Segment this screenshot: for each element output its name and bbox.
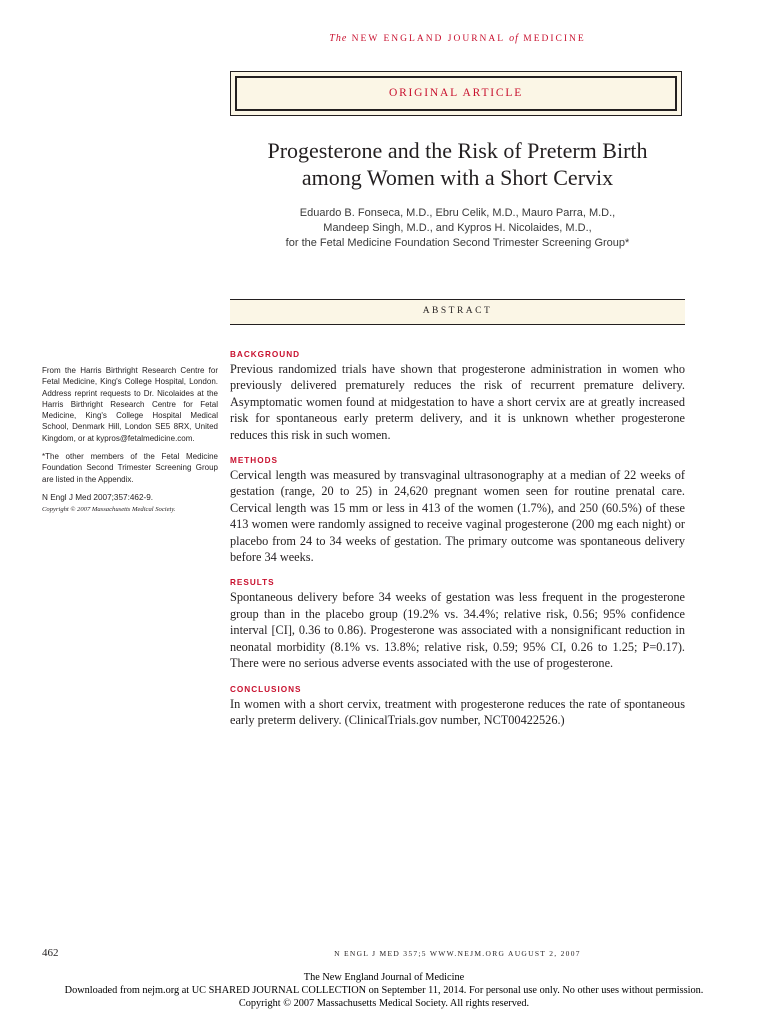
group-footnote: *The other members of the Fetal Medicine Foundation Second Trimester Screening Group are listed in the Appendix. <box>42 452 218 484</box>
running-head-of: of <box>509 33 519 44</box>
abstract-header: ABSTRACT <box>230 299 685 325</box>
conclusions-heading: CONCLUSIONS <box>230 684 302 694</box>
page-number: 462 <box>42 947 59 959</box>
title-line-1: Progesterone and the Risk of Preterm Birth <box>267 138 648 163</box>
footer-journal-line: N ENGL J MED 357;5 WWW.NEJM.ORG AUGUST 2, 2007 <box>334 949 581 958</box>
authors-line-1: Eduardo B. Fonseca, M.D., Ebru Celik, M.D., Mauro Parra, M.D., <box>299 207 616 219</box>
authors-line-2: Mandeep Singh, M.D., and Kypros H. Nicolaides, M.D., <box>323 222 592 234</box>
methods-section <box>230 455 685 565</box>
download-notice <box>0 971 768 1010</box>
results-text: Spontaneous delivery before 34 weeks of gestation was less frequent in the progesterone group than in the placebo group (19.2% vs. 34.4%; relative risk, 0.56; 95% confidence interval [CI], 0.36 to 0.86). Progesterone was associated with a nonsignificant reduction in neonatal morbidity (8.1% vs. 13.8%; relative risk, 0.59; 95% CI, 0.26 to 1.25; P=0.17). There were no serious adverse events associated with the use of progesterone. <box>230 590 685 671</box>
conclusions-text: In women with a short cervix, treatment with progesterone reduces the rate of spontaneous early preterm delivery. (ClinicalTrials.gov number, NCT00422526.) <box>230 696 685 727</box>
author-list <box>230 206 685 251</box>
article-type-box <box>230 71 682 116</box>
results-heading: RESULTS <box>230 578 275 588</box>
running-head-medicine: MEDICINE <box>523 34 586 44</box>
background-section <box>230 349 685 443</box>
article-type-label: ORIGINAL ARTICLE <box>235 76 677 111</box>
running-head-the: The <box>329 33 348 44</box>
authors-line-3: for the Fetal Medicine Foundation Second Trimester Screening Group* <box>285 237 630 249</box>
sidebar-notes <box>42 365 218 523</box>
background-heading: BACKGROUND <box>230 350 301 359</box>
background-text: Previous randomized trials have shown that progesterone administration in women who previously delivered prematurely reduces the risk of recurrent premature delivery. Asymptomatic women found at midgestation to have a short cervix are at greatly increased risk for spontaneous early preterm delivery, and it is unknown whether progesterone reduces this risk in such women. <box>230 362 685 442</box>
article-title <box>230 137 685 191</box>
title-line-2: among Women with a Short Cervix <box>301 165 614 190</box>
methods-text: Cervical length was measured by transvaginal ultrasonography at a median of 22 weeks of gestation (range, 20 to 25) in 24,620 pregnant women seen for routine prenatal care. Cervical length was 15 mm or less in 413 of the women (1.7%), and 250 (60.5%) of these 413 women were randomly assigned to receive vaginal progesterone (200 mg each night) or placebo from 24 to 34 weeks of gestation. The primary outcome was spontaneous delivery before 34 weeks. <box>230 468 685 565</box>
download-statement: Downloaded from nejm.org at UC SHARED JOURNAL COLLECTION on September 11, 2014. For personal use only. No other uses without permission. <box>64 985 704 996</box>
affiliation-note: From the Harris Birthright Research Centre for Fetal Medicine, King's College Hospital, London. Address reprint requests to Dr. Nicolaides at the Harris Birthright Research Centre for Fetal Medicine, King's College Hospital Medical School, Denmark Hill, London SE5 8RX, United Kingdom, or at kypros@fetalmedicine.com. <box>42 366 218 443</box>
download-copyright: Copyright © 2007 Massachusetts Medical Society. All rights reserved. <box>238 998 530 1009</box>
copyright-note: Copyright © 2007 Massachusetts Medical Society. <box>42 506 176 514</box>
download-journal-name: The New England Journal of Medicine <box>303 972 465 983</box>
conclusions-section <box>230 684 685 729</box>
abstract-body <box>230 349 685 740</box>
results-section <box>230 577 685 671</box>
page-footer <box>42 947 687 963</box>
methods-heading: METHODS <box>230 456 278 466</box>
running-head-journal: NEW ENGLAND JOURNAL <box>351 34 505 44</box>
citation: N Engl J Med 2007;357:462-9. <box>42 492 154 502</box>
running-head <box>230 33 685 44</box>
